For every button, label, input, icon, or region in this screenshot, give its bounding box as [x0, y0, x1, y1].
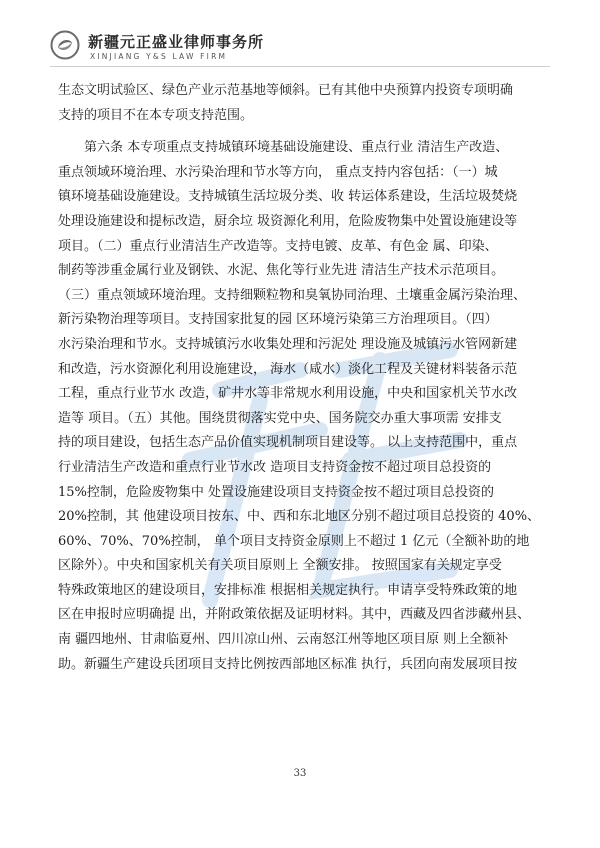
text-line: 15%控制，危险废物集中 处置设施建设项目支持资金按不超过项目总投资的 — [58, 484, 495, 500]
paragraph-2 — [58, 136, 544, 677]
text-line: 新污染物治理等项目。支持国家批复的园 区环境污染第三方治理项目。（四） — [58, 312, 498, 328]
text-line: 造等 项目。（五）其他。围绕贯彻落实党中央、国务院交办重大事项需 安排支 — [58, 410, 502, 426]
firm-name: 新疆元正盛业律师事务所 — [88, 33, 265, 51]
text-line: 和改造，污水资源化利用设施建设， 海水（咸水）淡化工程及关键材料装备示范 — [58, 361, 518, 377]
text-line: 重点领域环境治理、水污染治理和节水等方向， 重点支持内容包括：（一）城 — [58, 164, 498, 180]
paragraph-gap — [58, 128, 544, 136]
text-line: 区在申报时应明确提 出，并附政策依据及证明材料。其中，西藏及四省涉藏州县、 — [58, 607, 531, 623]
text-line: 60%、70%、70%控制， 单个项目支持资金原则上不超过 1 亿元（全额补助的地 — [58, 533, 530, 549]
header-divider — [50, 66, 550, 67]
page-number: 33 — [293, 768, 307, 779]
firm-name-en: XINJIANG Y&S LAW FIRM — [90, 52, 228, 61]
text-line: 特殊政策地区的建设项目，安排标准 根据相关规定执行。申请享受特殊政策的地 — [58, 582, 518, 598]
text-line: 第六条 本专项重点支持城镇环境基础设施建设、重点行业 清洁生产改造、 — [84, 140, 509, 156]
swirl-logo-icon — [50, 30, 80, 60]
text-line: 制药等涉重金属行业及钢铁、水泥、焦化等行业先进 清洁生产技术示范项目。 — [58, 263, 505, 279]
text-line: 助。新疆生产建设兵团项目支持比例按西部地区标准 执行，兵团向南发展项目按 — [58, 656, 518, 672]
text-line: （三）重点领域环境治理。支持细颗粒物和臭氧协同治理、土壤重金属污染治理、 — [58, 287, 527, 303]
text-line: 工程，重点行业节水 改造，矿井水等非常规水利用设施，中央和国家机关节水改 — [58, 386, 518, 402]
document-body — [58, 79, 544, 677]
text-line: 20%控制，其 他建设项目按东、中、西和东北地区分别不超过项目总投资的 40%、 — [58, 509, 541, 525]
text-line: 水污染治理和节水。支持城镇污水收集处理和污泥处 理设施及城镇污水管网新建 — [58, 336, 518, 352]
text-line: 区除外）。中央和国家机关有关项目原则上 全额安排。 按照国家有关规定享受 — [58, 558, 502, 574]
text-line: 生态文明试验区、绿色产业示范基地等倾斜。已有其他中央预算内投资专项明确 — [58, 83, 514, 98]
text-line: 南 疆四地州、甘肃临夏州、四川凉山州、云南怒江州等地区项目原 则上全额补 — [58, 632, 509, 648]
text-line: 项目。（二）重点行业清洁生产改造等。支持电镀、皮革、有色金 属、印染、 — [58, 238, 498, 254]
text-line: 支持的项目不在本专项支持范围。 — [58, 107, 254, 123]
text-line: 行业清洁生产改造和重点行业节水改 造项目支持资金按不超过项目总投资的 — [58, 459, 492, 475]
text-line: 镇环境基础设施建设。支持城镇生活垃圾分类、收 转运体系建设，生活垃圾焚烧 — [58, 189, 518, 205]
text-line: 持的项目建设，包括生态产品价值实现机制项目建设等。 以上支持范围中，重点 — [58, 435, 518, 451]
text-line: 处理设施建设和提标改造，厨余垃 圾资源化利用，危险废物集中处置设施建设等 — [58, 213, 518, 229]
paragraph-1 — [58, 79, 544, 128]
page-header — [50, 28, 550, 68]
